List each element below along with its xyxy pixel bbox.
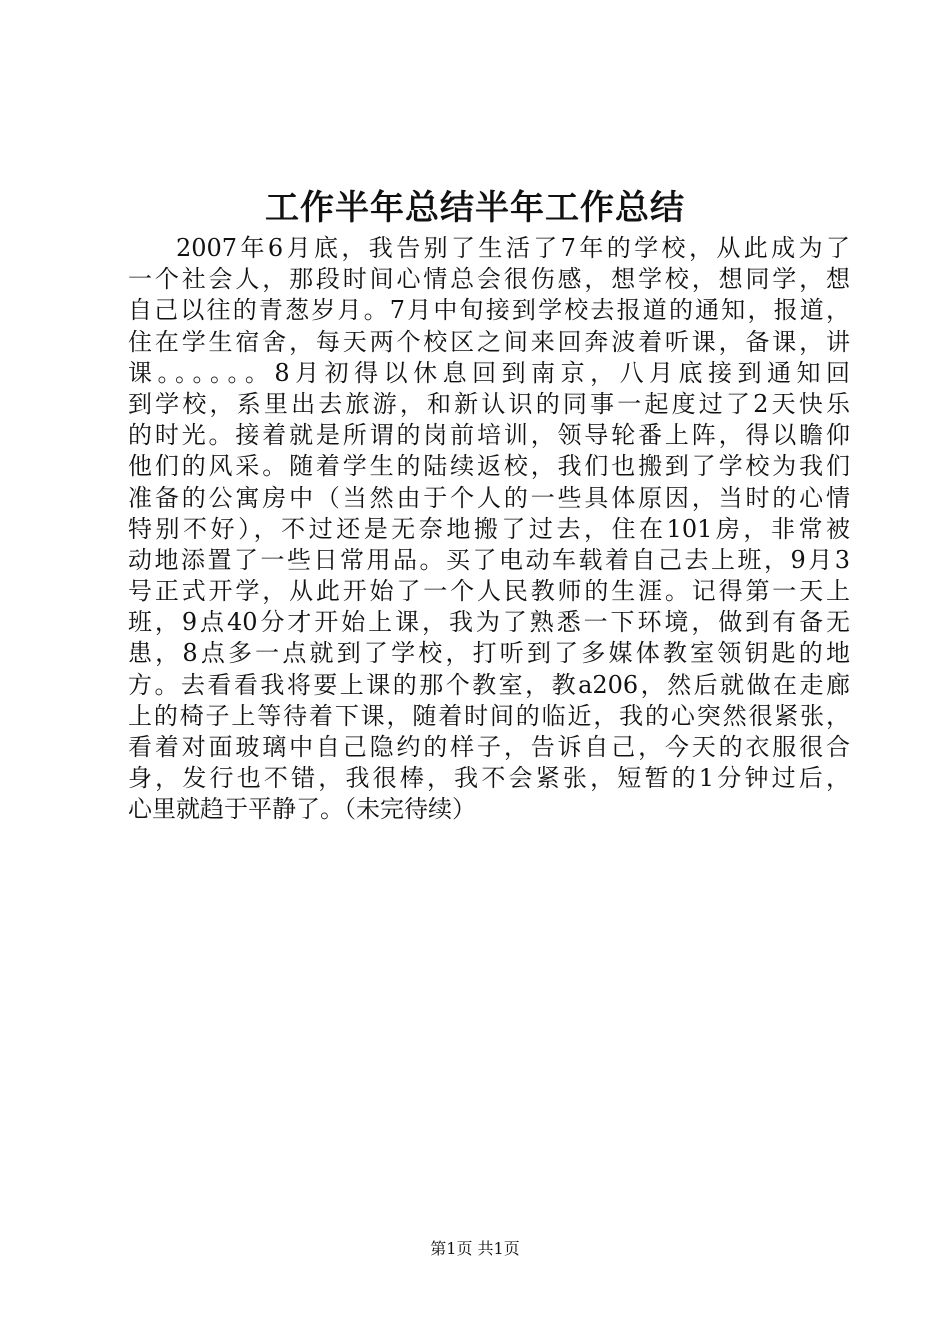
body-line: 课。。。。。。8月初得以休息回到南京，八月底接到通知回 [128, 358, 850, 387]
body-line: 2007年6月底，我告别了生活了7年的学校，从此成为了 [176, 234, 850, 262]
body-line: 班，9点40分才开始上课，我为了熟悉一下环境，做到有备无 [128, 608, 850, 637]
body-line: 准备的公寓房中（当然由于个人的一些具体原因，当时的心情 [128, 483, 850, 512]
body-line: 看着对面玻璃中自己隐约的样子，告诉自己，今天的衣服很合 [128, 733, 850, 761]
body-line: 自己以往的青葱岁月。7月中旬接到学校去报道的通知，报道， [128, 296, 850, 325]
body-line: 上的椅子上等待着下课，随着时间的临近，我的心突然很紧张， [128, 701, 850, 730]
body-line: 心里就趋于平静了。（未完待续） [128, 795, 476, 824]
body-line: 患，8点多一点就到了学校，打听到了多媒体教室领钥匙的地 [128, 639, 850, 668]
body-line: 到学校，系里出去旅游，和新认识的同事一起度过了2天快乐 [128, 389, 850, 418]
body-line: 的时光。接着就是所谓的岗前培训，领导轮番上阵，得以瞻仰 [128, 421, 850, 450]
body-line: 一个社会人，那段时间心情总会很伤感，想学校，想同学，想 [128, 265, 850, 294]
body-line: 动地添置了一些日常用品。买了电动车载着自己去上班，9月3 [128, 545, 850, 574]
body-line: 特别不好），不过还是无奈地搬了过去，住在101房，非常被 [128, 514, 850, 543]
page-footer: 第1页 共1页 [430, 1239, 520, 1258]
document-title: 工作半年总结半年工作总结 [265, 188, 685, 228]
body-line: 身，发行也不错，我很棒，我不会紧张，短暂的1分钟过后， [128, 764, 850, 793]
body-line: 号正式开学，从此开始了一个人民教师的生涯。记得第一天上 [128, 577, 850, 606]
body-line: 方。去看看我将要上课的那个教室，教a206，然后就做在走廊 [128, 670, 850, 699]
body-line: 住在学生宿舍，每天两个校区之间来回奔波着听课，备课，讲 [128, 327, 850, 356]
document-body [128, 233, 850, 826]
body-line: 他们的风采。随着学生的陆续返校，我们也搬到了学校为我们 [128, 452, 850, 481]
